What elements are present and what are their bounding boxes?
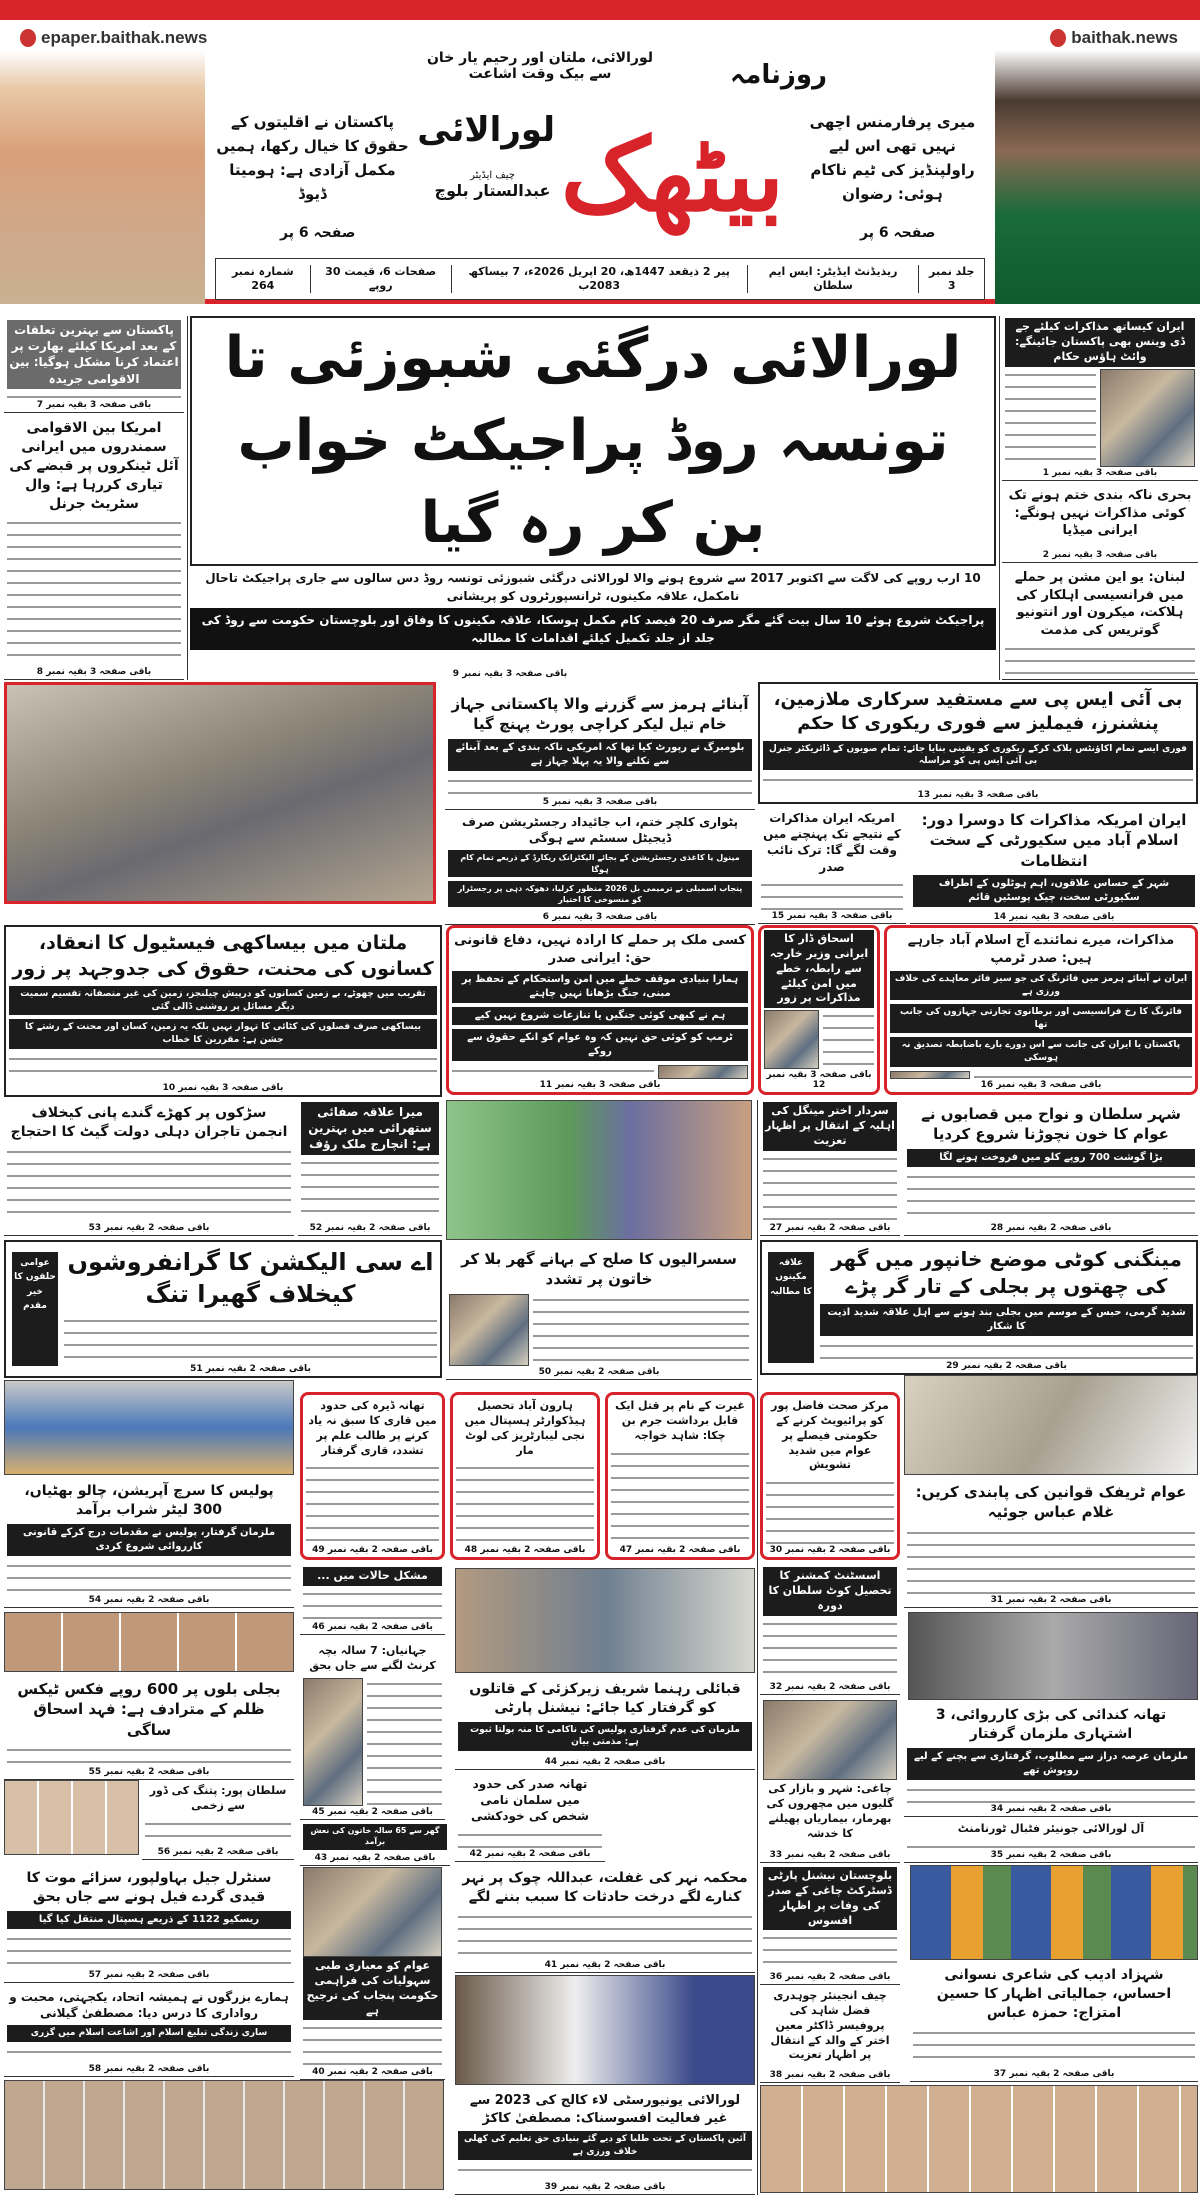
continuation-ref: باقی صفحہ 2 بقیہ نمبر 35	[990, 1850, 1112, 1860]
article-mushkil[interactable]	[300, 1565, 445, 1635]
article-headline: عوام کو معیاری طبی سہولیات کی فراہمی حکومت پنجاب کی ترجیح ہے	[303, 1957, 442, 2020]
article-butchers[interactable]	[904, 1100, 1198, 1236]
article-body-text	[763, 1618, 897, 1681]
article-body-text	[907, 1784, 1195, 1803]
article-body	[1005, 643, 1195, 677]
article-body-text	[303, 2022, 442, 2066]
article-body	[9, 1053, 437, 1082]
article-bnp[interactable]	[760, 1865, 900, 1985]
continuation-ref: باقی صفحہ 2 بقیہ نمبر 38	[769, 2070, 891, 2080]
article-traffic[interactable]	[904, 1478, 1198, 1608]
column-divider	[757, 1100, 758, 2195]
continuation-ref: باقی صفحہ 2 بقیہ نمبر 30	[769, 1545, 891, 1555]
article-body-text	[974, 1071, 1192, 1079]
article-body-text	[611, 1448, 749, 1544]
lead-subheadline: 10 ارب روپے کی لاگت سے اکتوبر 2017 سے شروع ہونے والا لورالائی درگئی شبوزئی تونسہ روڈ دس سالوں سے جاری پراجیکٹ تاحال نامکمل، علاقہ مکینوں، ٹرانسپورٹروں کو پریشانی	[205, 571, 981, 603]
left-teaser[interactable]: پاکستان نے اقلیتوں کے حقوق کا خیال رکھا، ہمیں مکمل آزادی ہے: ہومیتا ڈیوڈ	[216, 113, 409, 203]
article-headline: پٹواری کلچر ختم، اب جائیداد رجسٹریشن صرف ڈیجیٹل سسٹم سے ہوگی	[461, 815, 739, 846]
article-headline: میرا علاقہ صفائی ستھرائی میں بہترین ہے: انچارج ملک رؤف	[301, 1102, 439, 1155]
epaper-url[interactable]	[20, 28, 207, 48]
article-qari[interactable]	[300, 1392, 445, 1560]
football-teams-photo	[910, 1865, 1198, 1960]
article-bijli[interactable]	[4, 1675, 294, 1780]
article-football[interactable]	[904, 1818, 1198, 1863]
article-right1[interactable]	[1002, 316, 1198, 481]
continuation-ref: باقی صفحہ 2 بقیہ نمبر 50	[538, 1367, 660, 1377]
article-body-text	[7, 2046, 291, 2063]
article-b3[interactable]	[910, 806, 1198, 924]
article-ac[interactable]	[4, 1240, 442, 1378]
article-ghar65[interactable]	[300, 1822, 450, 1866]
article-headline: بحری ناکہ بندی ختم ہونے تک کوئی مذاکرات نہیں ہونگے: ایرانی میڈیا	[1008, 488, 1192, 539]
article-headline: اے سی الیکشن کا گرانفروشوں کیخلاف گھیرا تنگ	[67, 1248, 434, 1309]
portraits-collage	[760, 2085, 1198, 2193]
article-body-text	[763, 1932, 897, 1971]
article-body	[7, 1146, 291, 1222]
article-body-text	[303, 1588, 442, 1621]
article-condol[interactable]	[760, 1985, 900, 2083]
article-body-text	[7, 1560, 291, 1594]
news-photo	[1100, 369, 1195, 467]
continuation-ref: باقی صفحہ 2 بقیہ نمبر 43	[314, 1853, 436, 1863]
article-body	[907, 1527, 1195, 1595]
right-teaser[interactable]: میری پرفارمنس اچھی نہیں تھی اس لیے راولپنڈیز کی ٹیم ناکام ہوئی: رضوان	[809, 113, 976, 203]
article-body	[452, 1065, 748, 1079]
article-right2[interactable]	[1002, 483, 1198, 563]
article-health[interactable]	[760, 1392, 900, 1560]
article-subheadline: بلومبرگ نے رپورٹ کیا تھا کہ امریکی ناکہ بندی کے بعد آبنائے سے نکلنے والا یہ پہلا جہاز ہے	[448, 739, 752, 771]
continuation-ref: باقی صفحہ 2 بقیہ نمبر 40	[312, 2067, 433, 2077]
lead-headline: لورالائی درگئی شبوزئی تا تونسہ روڈ پراجیکٹ خواب بن کر رہ گیا	[190, 316, 996, 566]
continuation-ref: باقی صفحہ 2 بقیہ نمبر 45	[312, 1807, 433, 1817]
article-m2[interactable]	[445, 810, 755, 925]
article-headline: آبنائے ہرمز سے گزرنے والا پاکستانی جہاز خام تیل لیکر کراچی پورٹ پہنچ گیا	[451, 695, 749, 734]
cricketer-photo	[995, 50, 1200, 304]
continuation-ref: باقی صفحہ 2 بقیہ نمبر 32	[769, 1682, 891, 1692]
article-body-text	[456, 1462, 594, 1544]
article-headline: بلوچستان نیشنل پارٹی ڈسٹرکٹ چاغی کے صدر کی وفات پر اظہار افسوس	[763, 1867, 897, 1930]
article-subheadline: پنجاب اسمبلی نے ترمیمی بل 2026 منظور کرلیا، دھوکہ دہی پر رجسٹرار کو منسوخی کا اختیار	[448, 881, 752, 907]
continuation-ref: باقی صفحہ 2 بقیہ نمبر 49	[312, 1545, 433, 1555]
article-headline: ملتان میں بیساکھی فیسٹیول کا انعقاد، کسانوں کی محنت، حقوق کی جدوجہد پر زور	[12, 932, 434, 980]
article-body	[458, 2164, 752, 2181]
globe-icon	[20, 29, 36, 47]
article-body-text	[7, 1933, 291, 1969]
article-awam[interactable]	[300, 1865, 445, 2080]
continuation-ref: باقی صفحہ 3 بقیہ نمبر 15	[771, 911, 893, 921]
continuation-ref: باقی صفحہ 3 بقیہ نمبر 12	[766, 1070, 872, 1090]
article-dar[interactable]	[758, 925, 880, 1095]
gathering-collage	[4, 2080, 444, 2190]
lead-continuation-ref: باقی صفحہ 3 بقیہ نمبر 9	[452, 669, 568, 679]
continuation-ref: باقی صفحہ 3 بقیہ نمبر 14	[993, 911, 1115, 922]
article-univ[interactable]	[455, 2088, 755, 2195]
article-headline: بجلی بلوں پر 600 روپے فکس ٹیکس ظلم کے مترادف ہے: فہد اسحاق ساگی	[17, 1680, 281, 1739]
article-body-text	[458, 2164, 752, 2181]
article-headline: مرکز صحت فاضل پور کو پرائیویٹ کرنے کے حکومتی فیصلے پر عوام میں شدید تشویش	[771, 1399, 889, 1472]
article-body-text	[907, 1171, 1195, 1223]
article-headline: لورالائی یونیورسٹی لاء کالج کی 2023 سے غیر فعالیت افسوسناک: مصطفیٰ کاکڑ	[469, 2093, 741, 2126]
article-headline: سلطان پور: پتنگ کی ڈور سے زخمی	[149, 1784, 287, 1812]
editor-name: عبدالستار بلوچ	[434, 181, 551, 200]
continuation-ref: باقی صفحہ 2 بقیہ نمبر 57	[88, 1970, 210, 1980]
continuation-ref: باقی صفحہ 2 بقیہ نمبر 29	[946, 1361, 1067, 1371]
article-chaghi[interactable]	[760, 1698, 900, 1863]
road-project-photo	[4, 682, 436, 904]
continuation-ref: باقی صفحہ 2 بقیہ نمبر 28	[990, 1223, 1112, 1233]
lead-subheadline-strip: پراجیکٹ شروع ہوئے 10 سال بیت گئے مگر صرف 20 فیصد کام مکمل ہوسکا، علاقہ مکینوں کا وفاق اور بلوچستان حکومت سے روڈ کی جلد از جلد تکمیل کیلئے اقدامات کا مطالبہ	[190, 608, 996, 650]
resident-editor: ریذیڈنٹ ایڈیٹر: ایس ایم سلطان	[747, 265, 919, 294]
article-qabaili[interactable]	[455, 1676, 755, 1770]
article-subheadline: ملزمان کی عدم گرفتاری پولیس کی ناکامی کا منہ بولتا ثبوت ہے: مذمتی بیان	[458, 1722, 752, 1751]
article-body-text	[367, 1678, 442, 1806]
article-left2[interactable]	[4, 415, 184, 680]
article-headline: لبنان: یو این مشن پر حملے میں فرانسیسی اہلکار کی ہلاکت، میکرون اور انتونیو گوتریس کی مذمت	[1014, 570, 1186, 638]
article-body-text	[763, 1153, 897, 1222]
article-subheadline: ملزمان عرصہ دراز سے مطلوب، گرفتاری سے بچنے کے لیے روپوش تھے	[907, 1748, 1195, 1780]
article-subheadline: بڑا گوشت 700 روپے کلو میں فروخت ہونے لگا	[907, 1149, 1195, 1167]
article-headline: شہر سلطان و نواح میں قصابوں نے عوام کا خون نچوڑنا شروع کردیا	[921, 1105, 1181, 1144]
article-body-text	[306, 1462, 439, 1544]
article-subheadline: آئین پاکستان کے تحت طلبا کو دیے گئے بنیادی حق تعلیم کی کھلی خلاف ورزی ہے	[458, 2131, 752, 2160]
article-sasural[interactable]	[446, 1245, 752, 1380]
article-subheadline: مینول یا کاغذی رجسٹریشن کے بجائے الیکٹرانک ریکارڈ کے ذریعے تمام کام ہوگا	[448, 850, 752, 876]
article-body	[7, 517, 181, 666]
article-body	[64, 1315, 437, 1363]
article-headline: مشکل حالات میں ...	[303, 1567, 442, 1586]
article-body	[449, 1294, 749, 1367]
article-headline: پاکستان سے بہترین تعلقات کے بعد امریکا کیلئے بھارت پر اعتماد کرنا مشکل ہوگیا: بین الاقوامی جریدہ	[7, 320, 181, 389]
continuation-ref: باقی صفحہ 3 بقیہ نمبر 16	[980, 1080, 1102, 1090]
article-body-text	[448, 775, 752, 797]
meeting-photo	[455, 1568, 755, 1673]
article-subheadline: ملزمان گرفتار، پولیس نے مقدمات درج کرکے قانونی کارروائی شروع کردی	[7, 1524, 291, 1556]
article-headline: تھانہ کندائی کی بڑی کارروائی، 3 اشتہاری ملزمان گرفتار	[935, 1707, 1167, 1742]
article-body-text	[7, 1146, 291, 1222]
continuation-ref: باقی صفحہ 2 بقیہ نمبر 31	[990, 1595, 1112, 1605]
article-body	[145, 1818, 291, 1846]
article-subheadline: ریسکیو 1122 کے ذریعے ہسپتال منتقل کیا گیا	[7, 1911, 291, 1929]
continuation-ref: باقی صفحہ 2 بقیہ نمبر 58	[88, 2064, 210, 2074]
article-body-text	[458, 1911, 752, 1959]
article-body-text	[1005, 643, 1195, 677]
article-body-text	[766, 1477, 894, 1544]
article-acvisit[interactable]	[760, 1565, 900, 1695]
continuation-ref: باقی صفحہ 2 بقیہ نمبر 37	[993, 2069, 1115, 2079]
article-body	[458, 1911, 752, 1959]
volume-number: جلد نمبر 3	[918, 265, 984, 294]
article-body	[763, 1618, 897, 1681]
article-headline: چاغی: شہر و بازار کی گلیوں میں مچھروں کی بھرمار، بیماریاں پھیلنے کا خدشہ	[766, 1782, 894, 1840]
continuation-ref: باقی صفحہ 2 بقیہ نمبر 48	[464, 1545, 586, 1555]
article-body-text	[823, 1010, 874, 1069]
article-sewage[interactable]	[4, 1100, 294, 1236]
newspaper-logo: بیٹھک	[560, 116, 785, 234]
article-body-text	[1005, 369, 1096, 467]
continuation-ref: باقی صفحہ 3 بقیہ نمبر 1	[1042, 468, 1158, 478]
news-photo	[763, 1700, 897, 1780]
article-headline: محکمہ نہر کی غفلت، عبداللہ چوک پر نہر کنارے لگے درخت حادثات کا سبب بننے لگے	[462, 1870, 748, 1905]
article-body-text	[452, 1065, 654, 1079]
article-headline: سسرالیوں کا صلح کے بہانے گھر بلا کر خاتون پر تشدد	[461, 1250, 737, 1289]
globe-icon	[1050, 29, 1066, 47]
article-sultanpur[interactable]	[142, 1780, 294, 1860]
continuation-ref: باقی صفحہ 2 بقیہ نمبر 33	[769, 1850, 891, 1860]
article-body-text	[7, 1744, 291, 1766]
article-headline: امریکا بین الاقوامی سمندروں میں ایرانی آئل ٹینکروں پر قبضے کی تیاری کررہا ہے: وال سٹریٹ جرنل	[9, 420, 179, 512]
article-body	[907, 1841, 1195, 1849]
article-body-text	[907, 1527, 1195, 1595]
website-url-text: baithak.news	[1071, 28, 1178, 47]
article-headline: اسسٹنٹ کمشنر کا تحصیل کوٹ سلطان کا دورہ	[763, 1567, 897, 1616]
continuation-ref: باقی صفحہ 3 بقیہ نمبر 6	[542, 912, 658, 923]
article-body	[907, 1171, 1195, 1223]
continuation-ref: باقی صفحہ 2 بقیہ نمبر 53	[88, 1223, 210, 1233]
continuation-ref: باقی صفحہ 3 بقیہ نمبر 5	[542, 797, 658, 807]
continuation-ref: باقی صفحہ 2 بقیہ نمبر 55	[88, 1767, 210, 1777]
article-body	[820, 1340, 1193, 1360]
article-body	[301, 1157, 439, 1222]
article-headline: قبائلی رہنما شریف زیرکزئی کے قاتلوں کو گرفتار کیا جائے: نیشنل پارٹی	[469, 1681, 741, 1716]
article-headline: چیف انجینئر چوہدری فضل شاہد کی پروفیسر ڈاکٹر معین اختر کے والد کے انتقال پر اظہار تعزیت	[770, 1989, 890, 2062]
article-subheadline: تقریب میں چھوٹے، بے زمین کسانوں کو درپیش چیلنجز، زمین کی غیر منصفانہ تقسیم سمیت دیگر مسائل پر روشنی ڈالی گئی	[9, 986, 437, 1015]
article-tag-box: عوامی حلقوں کا خیر مقدم	[12, 1252, 58, 1366]
continuation-ref: باقی صفحہ 2 بقیہ نمبر 51	[190, 1364, 311, 1374]
continuation-ref: باقی صفحہ 2 بقیہ نمبر 54	[88, 1595, 210, 1605]
article-headline: سردار اختر مینگل کی اہلیہ کے انتقال پر اظہار تعزیت	[763, 1102, 897, 1151]
article-subheadline: فوری ایسے تمام اکاؤنٹس بلاک کرکے ریکوری کو یقینی بنایا جائے: تمام صوبوں کے ڈائریکٹر جنرل بی آئی ایس پی کو مراسلہ	[763, 741, 1193, 770]
article-hospital[interactable]	[450, 1392, 600, 1560]
article-body	[7, 391, 181, 399]
article-headline: غیرت کے نام پر قتل ایک قابل برداشت جرم بن چکا: شاہد خواجہ	[615, 1399, 745, 1442]
article-subheadline: شہر کے حساس علاقوں، اہم ہوٹلوں کے اطراف سکیورٹی سخت، چیک پوسٹیں قائم	[913, 875, 1195, 907]
article-body	[7, 1933, 291, 1969]
news-photo	[449, 1294, 529, 1367]
article-body-text	[820, 1340, 1193, 1360]
article-body	[7, 1560, 291, 1594]
article-m1[interactable]	[445, 690, 755, 810]
article-nehr[interactable]	[455, 1865, 755, 1973]
article-ghairat[interactable]	[605, 1392, 755, 1560]
article-kandai[interactable]	[904, 1702, 1198, 1817]
article-tag-box: علاقہ مکینوں کا مطالبہ	[768, 1252, 814, 1363]
article-body	[456, 1462, 594, 1544]
masthead-header	[0, 20, 1200, 304]
article-headline: مینگنی کوٹی موضع خانپور میں گھر کی چھتوں پر بجلی کے تار گر پڑے	[831, 1247, 1182, 1298]
article-subheadline: ہم نے کبھی کوئی جنگیں یا تنازعات شروع نہیں کیے	[452, 1007, 748, 1025]
article-body	[890, 1071, 1192, 1079]
issue-info-strip	[215, 258, 985, 300]
article-b2[interactable]	[758, 806, 906, 924]
article-body	[303, 2022, 442, 2066]
article-jail[interactable]	[4, 1865, 294, 1983]
article-headline: سنٹرل جیل بہاولپور، سزائے موت کا قیدی گردے فیل ہونے سے جاں بحق	[26, 1870, 272, 1905]
article-headline: تھانہ صدر کی حدود میں سلمان نامی شخص کی خودکشی	[471, 1777, 589, 1824]
article-headline: کسی ملک پر حملے کا ارادہ نہیں، دفاع قانونی حق: ایرانی صدر	[454, 933, 746, 966]
article-body-text	[301, 1157, 439, 1222]
article-body-text	[7, 517, 181, 666]
article-body	[913, 2027, 1195, 2068]
article-headline: ہمارے بزرگوں نے ہمیشہ اتحاد، یکجہتی، محبت و رواداری کا درس دیا: مصطفیٰ گیلانی	[9, 1990, 289, 2021]
article-wires[interactable]	[760, 1240, 1198, 1375]
column-divider	[187, 316, 188, 680]
news-photo	[303, 1678, 363, 1806]
seized-liquor-photo	[4, 1380, 294, 1475]
article-headline: امریکہ ایران مذاکرات کے نتیجے تک پہنچنے میں وقت لگے گا: ترک نائب صدر	[763, 811, 901, 874]
article-headline: ہارون آباد تحصیل ہیڈکوارٹر ہسپتال میں نجی لیبارٹریز کی لوٹ مار	[464, 1399, 586, 1457]
article-body	[763, 1153, 897, 1222]
article-shahzad[interactable]	[910, 1962, 1198, 2082]
article-body	[7, 2046, 291, 2063]
masthead-prefix: روزنامہ	[730, 60, 827, 90]
news-photo	[658, 1065, 748, 1079]
article-iranpres[interactable]	[446, 925, 754, 1095]
article-headline: پولیس کا سرچ آپریشن، چالو بھٹیاں، 300 لیٹر شراب برآمد	[24, 1483, 274, 1518]
column-divider	[999, 316, 1000, 680]
article-buzurg[interactable]	[4, 1985, 294, 2077]
article-subheadline: ہمارا بنیادی موقف خطے میں امن واستحکام کے تحفظ پر مبنی، جنگ بڑھانا نہیں چاہتے	[452, 971, 748, 1003]
article-body	[611, 1448, 749, 1544]
article-body-text	[761, 879, 903, 910]
politicians-portraits	[4, 1612, 294, 1672]
article-body-text	[913, 2027, 1195, 2068]
issue-number: شمارہ نمبر 264	[231, 264, 294, 292]
article-jahanian[interactable]	[300, 1640, 445, 1820]
article-headline: مذاکرات، میرے نمائندے آج اسلام آباد جارہے ہیں: صدر ٹرمپ	[907, 933, 1175, 966]
lead-story[interactable]	[190, 316, 996, 650]
actress-photo	[0, 50, 205, 304]
article-body-text	[458, 1829, 602, 1848]
article-subheadline: فائرنگ کا رخ فرانسیسی اور برطانوی تجارتی جہازوں کی جانب تھا	[890, 1004, 1192, 1033]
article-body	[458, 1829, 602, 1848]
article-body	[766, 1477, 894, 1544]
article-subheadline: پاکستان یا ایران کی جانب سے اس دورے بارے باضابطہ تصدیق نہ ہوسکی	[890, 1037, 1192, 1066]
continuation-ref: باقی صفحہ 3 بقیہ نمبر 11	[539, 1080, 661, 1090]
chief-editor	[430, 170, 555, 200]
article-police[interactable]	[4, 1478, 294, 1608]
continuation-ref: باقی صفحہ 2 بقیہ نمبر 27	[769, 1223, 891, 1233]
edition-city: لورالائی	[417, 110, 555, 150]
article-body-text	[533, 1294, 749, 1367]
edition-tagline: لورالائی، ملتان اور رحیم یار خان سے بیک وقت اشاعت	[426, 50, 653, 82]
crowd-photo	[908, 1612, 1198, 1700]
article-body-text	[9, 1053, 437, 1082]
issue-date: پیر 2 ذیقعد 1447ھ، 20 اپریل 2026ء، 7 بیساکھ 2083ب	[451, 265, 747, 294]
article-headline: سڑکوں پر کھڑے گندے پانی کیخلاف انجمن تاجران دہلی دولت گیٹ کا احتجاج	[10, 1105, 288, 1140]
article-headline: تھانہ ڈیرہ کی حدود میں قاری کا سبق نہ یاد کرنے پر طالب علم پر تشدد، قاری گرفتار	[308, 1399, 437, 1457]
continuation-ref: باقی صفحہ 3 بقیہ نمبر 2	[1042, 550, 1158, 560]
article-subheadline: ٹرمپ کو کوئی حق نہیں کہ وہ عوام کو انکے حقوق سے روکے	[452, 1029, 748, 1061]
leaders-portraits	[4, 1780, 139, 1855]
article-body	[448, 775, 752, 797]
continuation-ref: باقی صفحہ 3 بقیہ نمبر 8	[36, 667, 152, 677]
news-photo	[764, 1010, 819, 1069]
article-body	[303, 1678, 442, 1806]
article-body-text	[907, 1841, 1195, 1849]
article-body	[303, 1588, 442, 1621]
continuation-ref: باقی صفحہ 3 بقیہ نمبر 13	[917, 790, 1039, 800]
article-headline: بی آئی ایس پی سے مستفید سرکاری ملازمین، پنشنرز، فیملیز سے فوری ریکوری کا حکم	[773, 689, 1183, 735]
epaper-url-text: epaper.baithak.news	[41, 28, 208, 47]
article-headline: شہزاد ادیب کی شاعری نسوانی احساس، جمالیاتی اظہار کا حسین امتزاج: حمزہ عباس	[936, 1967, 1172, 2021]
article-body	[764, 1010, 874, 1069]
news-photo	[303, 1867, 442, 1957]
article-suicide[interactable]	[455, 1772, 605, 1862]
article-subheadline: ایران نے آبنائے ہرمز میں فائرنگ کی جو سیز فائر معاہدے کی خلاف ورزی ہے	[890, 971, 1192, 1000]
article-headline: آل لورالائی جونیئر فٹبال ٹورنامنٹ	[957, 1822, 1145, 1835]
continuation-ref: باقی صفحہ 2 بقیہ نمبر 36	[769, 1972, 891, 1982]
continuation-ref: باقی صفحہ 2 بقیہ نمبر 41	[544, 1960, 666, 1970]
article-body	[306, 1462, 439, 1544]
article-headline: ایران کیساتھ مذاکرات کیلئے جے ڈی وینس بھی پاکستان جائینگے: وائٹ ہاؤس حکام	[1005, 318, 1195, 367]
article-body	[1005, 369, 1195, 467]
article-subheadline: ساری زندگی تبلیغ اسلام اور اشاعت اسلام میں گزری	[7, 2025, 291, 2042]
sitting-meeting-photo	[455, 1975, 755, 2085]
article-headline: گھر سے 65 سالہ خاتون کی نعش برآمد	[303, 1824, 447, 1850]
continuation-ref: باقی صفحہ 2 بقیہ نمبر 34	[990, 1804, 1112, 1814]
article-body	[7, 1744, 291, 1766]
article-subheadline: بیساکھی صرف فصلوں کی کٹائی کا تہوار نہیں بلکہ یہ زمین، کسان اور محنت کے رشتے کا جشن ہے: مقررین کا خطاب	[9, 1019, 437, 1048]
continuation-ref: باقی صفحہ 2 بقیہ نمبر 56	[157, 1847, 279, 1857]
right-teaser-ref: صفحہ 6 پر	[860, 225, 936, 241]
article-b1[interactable]	[758, 682, 1198, 804]
article-headline: عوام ٹریفک قوانین کی پابندی کریں: غلام عباس جوئیہ	[915, 1483, 1187, 1522]
article-headline: ایران امریکہ مذاکرات کا دوسرا دور: اسلام آباد میں سکیورٹی کے سخت انتظامات	[921, 811, 1187, 870]
continuation-ref: باقی صفحہ 2 بقیہ نمبر 39	[544, 2182, 666, 2192]
article-headline: جہانیاں: 7 سالہ بچہ کرنٹ لگنے سے جاں بحق	[309, 1644, 436, 1672]
editor-label: چیف ایڈیٹر	[470, 170, 515, 181]
continuation-ref: باقی صفحہ 3 بقیہ نمبر 10	[162, 1083, 284, 1093]
continuation-ref: باقی صفحہ 2 بقیہ نمبر 47	[619, 1545, 741, 1555]
news-photo	[890, 1071, 970, 1079]
article-headline: اسحاق ڈار کا ایرانی وزیر خارجہ سے رابطہ، خطے میں امن کیلئے مذاکرات پر زور	[764, 930, 874, 1008]
article-body	[761, 879, 903, 910]
article-subheadline: شدید گرمی، حبس کے موسم میں بجلی بند ہونے سے اہل علاقہ شدید اذیت کا شکار	[820, 1304, 1193, 1336]
article-left1[interactable]	[4, 318, 184, 413]
article-trump[interactable]	[884, 925, 1198, 1095]
traffic-event-photo	[904, 1375, 1198, 1475]
article-body-text	[145, 1818, 291, 1846]
continuation-ref: باقی صفحہ 2 بقیہ نمبر 42	[469, 1849, 591, 1859]
article-body	[763, 1932, 897, 1971]
article-safai[interactable]	[298, 1100, 442, 1236]
article-body	[763, 774, 1193, 789]
continuation-ref: باقی صفحہ 2 بقیہ نمبر 52	[309, 1223, 431, 1233]
article-body-text	[7, 391, 181, 399]
continuation-ref: باقی صفحہ 2 بقیہ نمبر 46	[312, 1622, 433, 1632]
pages-price: صفحات 6، قیمت 30 روپے	[310, 265, 451, 294]
article-multan[interactable]	[4, 925, 442, 1097]
website-url[interactable]	[1050, 28, 1178, 48]
sanitation-staff-photo	[446, 1100, 752, 1240]
article-body	[907, 1784, 1195, 1803]
top-red-bar	[0, 0, 1200, 20]
article-right3[interactable]	[1002, 565, 1198, 680]
article-mengal[interactable]	[760, 1100, 900, 1236]
continuation-ref: باقی صفحہ 3 بقیہ نمبر 7	[36, 400, 152, 410]
article-body-text	[763, 774, 1193, 789]
continuation-ref: باقی صفحہ 2 بقیہ نمبر 44	[544, 1757, 666, 1767]
left-teaser-ref: صفحہ 6 پر	[280, 225, 356, 241]
article-body-text	[64, 1315, 437, 1363]
